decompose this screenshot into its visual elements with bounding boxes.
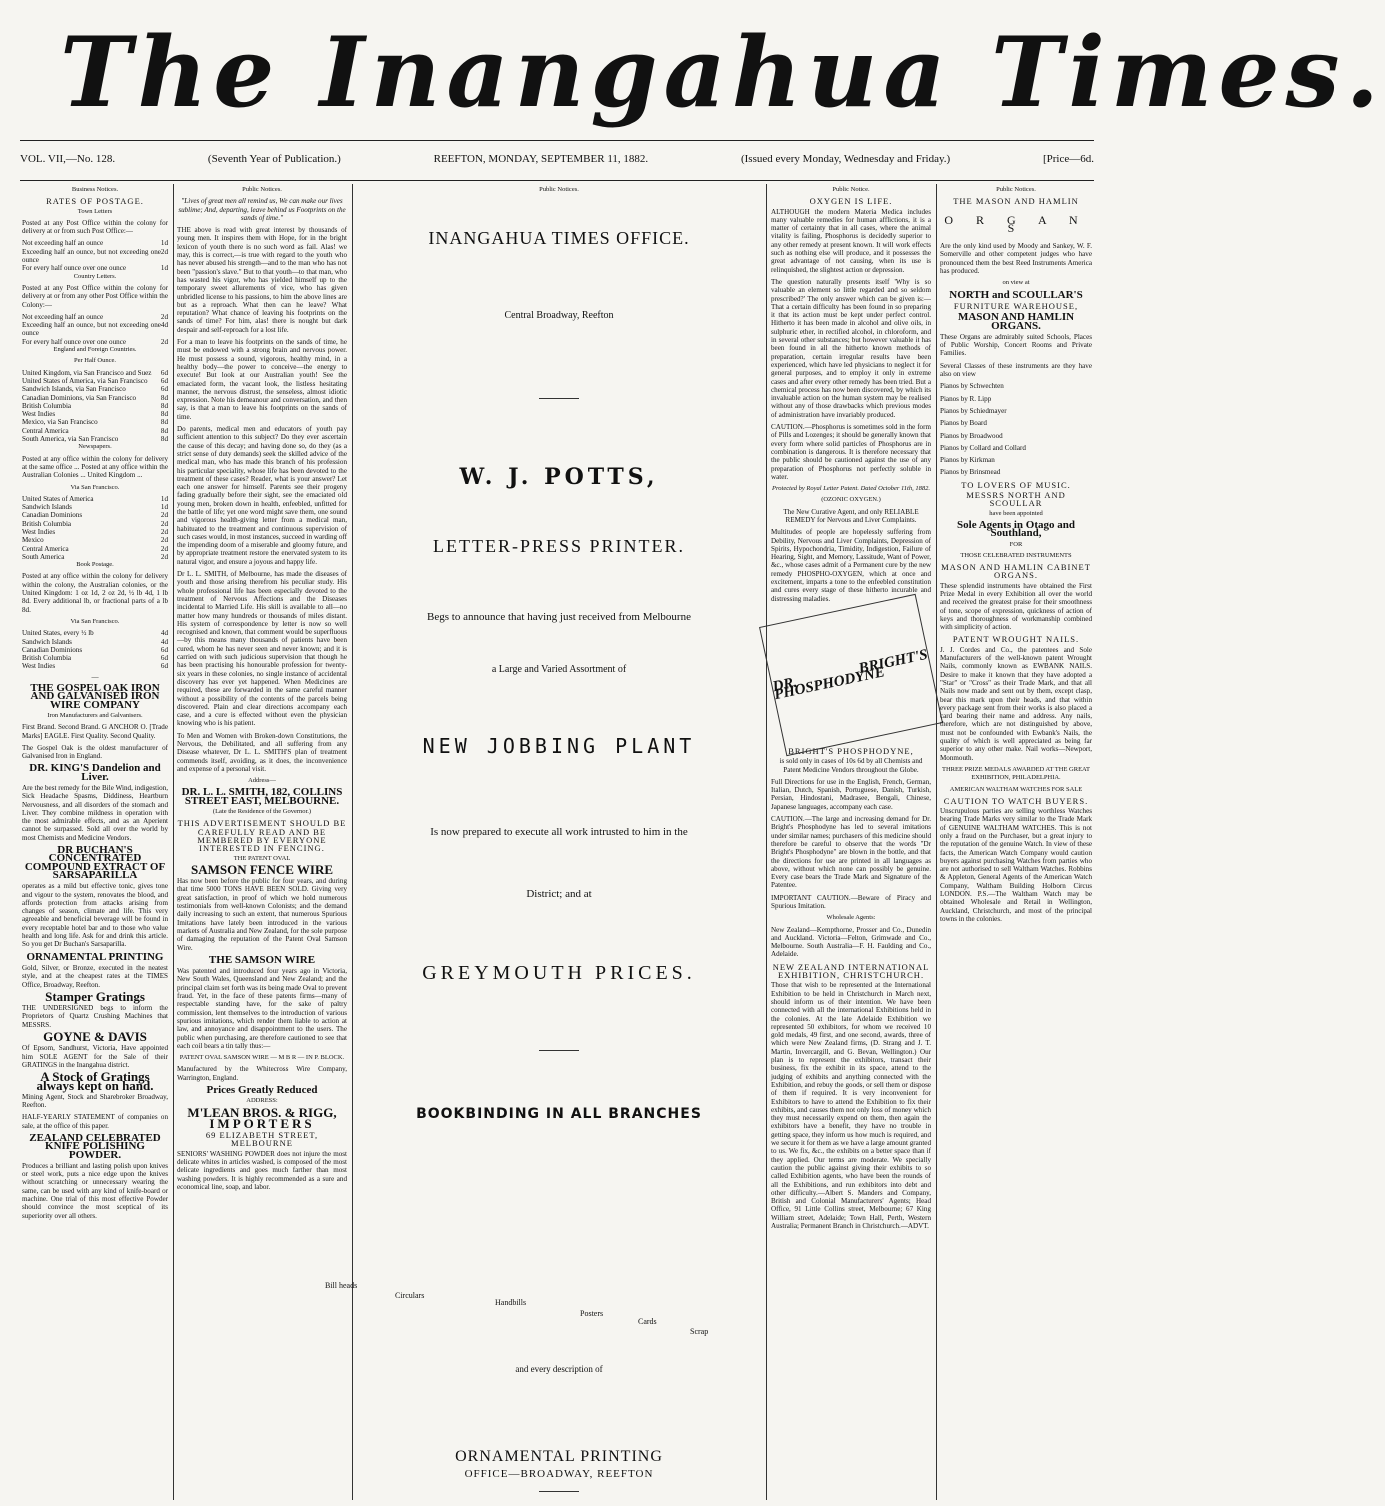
list-item: Pianos by Board	[940, 419, 987, 428]
prize-medals: THREE PRIZE MEDALS AWARDED AT THE GREAT EXHIBITION, PHILADELPHIA.	[941, 765, 1091, 782]
separator	[539, 1050, 579, 1051]
messrs-north: MESSRS NORTH AND SCOULLAR	[966, 490, 1066, 509]
protected-notice: Protected by Royal Letter Patent. Dated October 11th, 1882.	[772, 485, 930, 493]
prices-reduced: Prices Greatly Reduced	[206, 1083, 318, 1096]
every-description: and every description of	[515, 1364, 603, 1374]
postage-title: RATES OF POSTAGE.	[46, 196, 144, 207]
paragraph: Do parents, medical men and educators of youth pay sufficient attention to this subject? Do they ever ascertain the cause of this decay; and having done so, do they (as a strict sense of duty demands) seek the skilled advice of the medical man, who has made this branch of his profession his particular speciality, whose life has been devoted to the treatment of these cases? Reader, what is your answer? Let each one answer for himself. Parents see their progeny fading gradually before their sight, see the emaciated old young men, broken down in health, enfeebled, unfitted for the battle of life; yet one word might save them, one sound and vigorous health-giving letter from a medical man, habituated to the treatment and continuous supervision of such cases would, in most instances, succeed in warding off the impending doom of a miserable and gloomy future, and by appropriate treatment restore the enervated system to its natural vigor, and ensure a joyous and happy life.	[177, 425, 347, 566]
mason-hamlin-title: THE MASON AND HAMLIN	[953, 196, 1079, 207]
paragraph: To Men and Women with Broken-down Constitutions, the Nervous, the Debilitated, and all suffering from any Disease whatever, Dr L. L. SMITH'S plan of treatment commends itself, avoiding, as it does, the inconvenience and expense of a personal visit.	[177, 731, 347, 773]
masthead-rule	[20, 140, 1094, 141]
view-label: on view at	[1002, 279, 1030, 287]
rate-row: United Kingdom, via San Francisco and Suez 6d	[22, 368, 168, 377]
list-item: Pianos by Schiedmayer	[940, 406, 1007, 415]
column-business-notices	[22, 186, 168, 1498]
rate-row: United States, every ½ lb 4d	[22, 629, 168, 638]
ad-text: Gold, Silver, or Bronze, executed in the neatest style, and at the cheapest rates at the TIMES Office, Broadway, Reefton.	[22, 963, 168, 989]
paragraph: Several Classes of these instruments are they have also on view	[940, 361, 1092, 379]
column-divider	[936, 184, 937, 1500]
column-printing-office	[325, 186, 763, 1498]
column-header: Public Notices.	[242, 186, 282, 193]
tally-mark: PATENT OVAL SAMSON WIRE — M B R — IN P. BLOCK.	[179, 1054, 345, 1062]
rate-row: Sandwich Islands 4d	[22, 637, 168, 646]
appointed: have been appointed	[989, 509, 1043, 517]
office-location: OFFICE—BROADWAY, REEFTON	[464, 1468, 654, 1480]
furniture-warehouse: FURNITURE WAREHOUSE,	[953, 300, 1079, 311]
rates-list-foreign	[22, 369, 168, 444]
greymouth-prices: GREYMOUTH PRICES.	[422, 962, 696, 984]
ad-zealand-title: ZEALAND CELEBRATED KNIFE POLISHING POWDER.	[29, 1131, 161, 1161]
ad-text: Mining Agent, Stock and Sharebroker Broadway, Reefton.	[22, 1092, 168, 1110]
subheading: Town Letters	[77, 207, 113, 215]
paragraph: New Zealand—Kempthorne, Prosser and Co., Dunedin and Auckland. Victoria—Felton, Grimwade and Co., Melbourne. South Australia—F. H. Faulding and Co., Adelaide.	[771, 925, 931, 959]
brights-title: BRIGHT'S PHOSPHODYNE,	[788, 745, 914, 756]
ozonic-label: (OZONIC OXYGEN.)	[821, 496, 881, 504]
ad-advertisement-notice: THIS ADVERTISEMENT SHOULD BE CAREFULLY READ AND BE MEMBERED BY EVERYONE INTERESTED IN FENCING.	[177, 818, 347, 854]
ad-text: Of Epsom, Sandhurst, Victoria, Have appointed him SOLE AGENT for the Sale of their GRATINGS in the Inangahua district.	[22, 1044, 168, 1069]
rates-list-town	[22, 239, 168, 272]
ad-ornamental-title: ORNAMENTAL PRINTING	[26, 950, 164, 963]
subheading: England and Foreign Countries.	[53, 346, 137, 354]
paragraph: The New Curative Agent, and only RELIABLE REMEDY for Nervous and Liver Complaints.	[783, 507, 919, 524]
ad-text: SENIORS' WASHING POWDER does not injure the most delicate whites in articles washed, is composed of the most delicate ingredients and goes much farther than most washing powders. It is highly recommended as a sure and economical line, soap, and labor.	[177, 1149, 347, 1191]
address-label: ADDRESS:	[246, 1097, 278, 1105]
rate-row: Canadian Dominions 2d	[22, 511, 168, 520]
exhibition-title: NEW ZEALAND INTERNATIONAL EXHIBITION, CHRISTCHURCH.	[772, 961, 930, 981]
patent-nails-title: PATENT WROUGHT NAILS.	[952, 634, 1080, 645]
rate-row: Exceeding half an ounce, but not exceeding one ounce 2d	[22, 247, 168, 265]
ad-samson-title: SAMSON FENCE WIRE	[190, 861, 334, 877]
rate-row: Central America 2d	[22, 544, 168, 553]
column-divider	[173, 184, 174, 1500]
rate-row: British Columbia 2d	[22, 519, 168, 528]
prepared-statement: Is now prepared to execute all work intrusted to him in the	[430, 826, 688, 838]
printer-trade: LETTER-PRESS PRINTER.	[432, 536, 685, 556]
paragraph: IMPORTANT CAUTION.—Beware of Piracy and Spurious Imitation.	[771, 893, 931, 910]
subheading: Country Letters.	[73, 272, 117, 280]
ad-text: Are the best remedy for the Bile Wind, indigestion, Sick Headache Spasms, Diddiness, Heartburn Nervousness, and all disorders of the stomach and Liver. They combine mildness in operation with the most admirable effects, and as an Aperient cannot be surpassed. Sold all over the world by most Chemists and Medicine Vendors.	[22, 784, 168, 842]
paragraph: is sold only in cases of 10s 6d by all Chemists and Patent Medicine Vendors throughout the Globe.	[779, 757, 923, 774]
bookbinding: BOOKBINDING IN ALL BRANCHES	[416, 1106, 702, 1122]
ad-stamper-title: Stamper Gratings	[45, 988, 145, 1004]
item-scrap: Scrap	[690, 1327, 709, 1336]
rate-row: Mexico 2d	[22, 536, 168, 545]
ad-text: Manufactured by the Whitecross Wire Company, Warrington, England.	[177, 1065, 347, 1082]
place-date: REEFTON, MONDAY, SEPTEMBER 11, 1882.	[433, 153, 649, 165]
list-item: Pianos by Broadwood	[940, 431, 1003, 440]
ad-dr-king-title: DR. KING'S Dandelion and Liver.	[29, 762, 161, 783]
ad-text: Has now been before the public for four years, and during that time 5000 TONS HAVE BEEN SOLD. Giving very great satisfaction, in proof of which we hold numerous testimonials from well-known Colonists; and the demand daily increasing to such an extent, that numerous Spurious Imitations have lately been introduced in the various markets of Australia and New Zealand, for the sole purpose of damaging the reputation of the Patent Oval Samson Wire.	[177, 877, 347, 952]
assortment: a Large and Varied Assortment of	[491, 664, 627, 675]
paragraph: For a man to leave his footprints on the sands of time, he must be endowed with a strong brain and nervous power. He must possess a sound, vigorous, healthy mind, in a healthy body—the power to conceive—the energy to execute! But look at our Australian youth! See the emaciated form, the vacant look, the listless hesitating manner, the nervous distrust, the senseless, almost idiotic expression. Note his demeanour and conversation, and then say, is that a man to leave his footprints on the sands of time.	[177, 338, 347, 421]
paragraph: Dr L. L. SMITH, of Melbourne, has made the diseases of youth and those arising therefrom his peculiar study. His whole professional life has been especially devoted to the treatment of Nervous Affections and the Diseases incidental to Married Life. His skill is available to all—no matter how many hundreds or thousands of miles distant. His system of correspondence by letter is now so well recognised and known, that comment would be superfluous—by this means many thousands of patients have been cured, whom he has never seen and never known; and it is carried on with such judicious supervision that though he has been practising his honourable profession for twenty-six years in these colonies, no single instance of accidental discovery has ever yet happened. When Medicines are required, these are forwarded in the same careful manner without a possibility of the contents of the parcels being discovered. Plain and clear directions accompany each case, and a cure is effected without even the physician knowing who is his patient.	[177, 570, 347, 728]
separator	[539, 1491, 579, 1492]
paragraph: Unscrupulous parties are selling worthless Watches bearing Trade Marks very similar to the Trade Mark of GENUINE WALTHAM WATCHES. This is not only a fraud on the Purchaser, but a great injury to the reputation of the genuine Watch. In view of these facts, the American Watch Company would caution buyers against purchasing Watches from parties who are not authorised to sell Waltham Watches. Robbins & Appleton, General Agents of the American Watch Company, Waltham Building Holborn Circus LONDON. P.S.—The Waltham Watch may be obtained Wholesale and Retail in Wellington, Auckland, Christchurch, and most of the principal towns in the colonies.	[940, 807, 1092, 923]
rate-row: Not exceeding half an ounce 1d	[22, 239, 168, 248]
subheading: Newspapers.	[78, 443, 112, 451]
item-bill-heads: Bill heads	[325, 1281, 358, 1290]
ad-samson-wire: THE SAMSON WIRE	[208, 953, 316, 966]
those-celebrated: THOSE CELEBRATED INSTRUMENTS	[960, 551, 1072, 559]
paragraph: These splendid instruments have obtained the First Prize Medal in every Exhibition all over the world and received the greatest praise for their smoothness of tone, scope of expression, quickness of action of keys and thoroughness of workmanship combined with simplicity of action.	[940, 581, 1092, 632]
address-smith: DR. L. L. SMITH, 182, COLLINS STREET EAST, MELBOURNE.	[181, 786, 343, 807]
subheading: Per Half Ounce.	[73, 357, 117, 365]
phosphodyne-logo-image: DR. BRIGHT'S PHOSPHODYNE	[759, 594, 943, 756]
column-header: Business Notices.	[71, 186, 119, 193]
lovers-of-music: TO LOVERS OF MUSIC.	[961, 479, 1071, 490]
subheading: Via San Francisco.	[70, 483, 120, 491]
address-label: Address—	[248, 777, 276, 785]
paragraph: Posted at any Post Office within the colony for delivery at or from such Post Office:—	[22, 218, 168, 236]
masthead-title: The Inangahua Times.	[60, 16, 1385, 129]
item-handbills: Handbills	[495, 1298, 527, 1307]
sole-agents: Sole Agents in Otago and Southland,	[957, 518, 1075, 540]
verse: "Lives of great men all remind us, We can make our lives sublime; And, departing, leave behind us Footprints on the sands of time."	[178, 197, 346, 222]
paragraph: Are the only kind used by Moody and Sankey, W. F. Somerville and other competent judges who have pronounced them the best Reed Instruments America has produced.	[940, 242, 1092, 276]
column-public-notice-4	[771, 186, 931, 1498]
ornamental-printing: ORNAMENTAL PRINTING	[455, 1448, 663, 1465]
office-address: Central Broadway, Reefton	[504, 310, 614, 321]
rate-row: Not exceeding half an ounce 2d	[22, 312, 168, 321]
paragraph: CAUTION.—The large and increasing demand for Dr. Bright's Phosphodyne has led to several imitations under similar names; purchasers of this medicine should therefore be careful to observe that the words "Dr Bright's Phosphodyne" are blown in the bottle, and that the directions for use are printed in all languages as above, without which none can possibly be genuine. Every case bears the Trade Mark and Signature of the Patentee.	[771, 815, 931, 890]
organs-word: O R G A N S	[944, 212, 1088, 235]
rate-row: West Indies 6d	[22, 662, 168, 671]
paragraph: ALTHOUGH the modern Materia Medica includes many valuable remedies for human afflictions, it is a matter of certainty that in all cases, where the animal vitality is failing, Phosphorus is decidedly superior to any other remedy at present known. It will work effects such as nothing else will produce, and it possesses the great advantage of not causing, when its use is relinquished, the slightest action or depression.	[771, 207, 931, 274]
ad-text: HALF-YEARLY STATEMENT of companies on sale, at the office of this paper.	[22, 1113, 168, 1130]
list-item: Pianos by Brinsmead	[940, 468, 1001, 477]
importers: IMPORTERS	[209, 1115, 315, 1131]
column-divider	[352, 184, 353, 1500]
rate-row: Exceeding half an ounce, but not exceeding one ounce 4d	[22, 321, 168, 338]
ad-text: THE UNDERSIGNED begs to inform the Proprietors of Quartz Crushing Machines that MESSRS.	[22, 1004, 168, 1029]
announcement: Begs to announce that having just received from Melbourne	[427, 611, 691, 623]
column-header: Public Notice.	[832, 186, 870, 193]
jobbing-plant: NEW JOBBING PLANT	[422, 734, 696, 758]
rate-row: Canadian Dominions 6d	[22, 645, 168, 654]
rate-row: West Indies 2d	[22, 527, 168, 536]
rates-list-newspapers	[22, 495, 168, 561]
column-header: Public Notices.	[996, 186, 1036, 193]
pianos-list	[940, 382, 1092, 476]
ad-stock-title: A Stock of Gratings always kept on hand.	[36, 1069, 154, 1093]
rate-row: United States of America 1d	[22, 494, 168, 503]
for-label: FOR	[1009, 540, 1023, 548]
paragraph: Full Directions for use in the English, French, German, Italian, Dutch, Spanish, Portuguese, Danish, Turkish, Persian, Hindostani, Madrasee, Bengali, Chinese, Japanese languages, accompany each case.	[771, 777, 931, 811]
rate-row: South America, via San Francisco 8d	[22, 435, 168, 444]
column-public-notices-5	[940, 186, 1092, 1498]
list-item: Pianos by Collard and Collard	[940, 443, 1026, 452]
separator	[539, 398, 579, 399]
rate-row: British Columbia 6d	[22, 654, 168, 663]
office-title: INANGAHUA TIMES OFFICE.	[428, 228, 690, 248]
rate-row: For every half ounce over one ounce 2d	[22, 337, 168, 346]
ad-text: operates as a mild but effective tonic, gives tone and vigour to the system, renovates the blood, and affords protection from attacks arising from changes of season, climate and life. This very agreeable and beneficial beverage will be found in every receptable hotel bar and to those who value health and long life. Ask for and drink this article. So you get Dr Buchan's Sarsaparilla.	[22, 882, 168, 949]
price: [Price—6d.	[1042, 153, 1094, 165]
rate-row: British Columbia 8d	[22, 401, 168, 410]
wholesale-label: Wholesale Agents:	[826, 914, 876, 922]
ad-text: Was patented and introduced four years ago in Victoria, New South Wales, Queensland and New Zealand; and the principal claim set forth was its being made Oval to prevent fraud. Yet, in the face of these patents firms—many of respectable standing have, for the sake of paltry commission, lent themselves to the introduction of various spurious imitations, which render them liable to action at law, and annoyance and disappointment to the users. The public when purchasing, are therefore cautioned to see that each coil bears a tin tally thus:—	[177, 967, 347, 1050]
ad-text: Produces a brilliant and lasting polish upon knives or steel work, puts a nice edge upon the knives without scratching or unnecessary wearing the same, can be used with any kind of knife-board or machine. One trial of this most effective Powder should convince the most sceptical of its superiority over all others.	[22, 1161, 168, 1220]
paragraph: Posted at any Post Office within the colony for delivery at or from any other Post Office within the Colony:—	[22, 283, 168, 309]
ad-text: The Gospel Oak is the oldest manufacturer of Galvanised Iron in England.	[22, 743, 168, 761]
list-item: Pianos by Schwechten	[940, 382, 1004, 391]
subheading: Via San Francisco.	[70, 617, 120, 625]
rate-row: Mexico, via San Francisco 8d	[22, 418, 168, 427]
waltham-title: AMERICAN WALTHAM WATCHES FOR SALE	[949, 785, 1083, 793]
printer-name: W. J. POTTS,	[459, 464, 659, 490]
address-note: (Late the Residence of the Governor.)	[212, 808, 312, 816]
separator: —	[91, 672, 99, 681]
column-divider	[766, 184, 767, 1500]
rate-row: Sandwich Islands, via San Francisco 6d	[22, 385, 168, 394]
ad-text: First Brand. Second Brand. G ANCHOR O. [Trade Marks] EAGLE. First Quality. Second Quality.	[22, 723, 168, 740]
rate-row: United States of America, via San Francisco 6d	[22, 376, 168, 385]
rates-list-books	[22, 629, 168, 670]
ad-gospel-oak-title: THE GOSPEL OAK IRON AND GALVANISED IRON WIRE COMPANY	[30, 682, 160, 711]
item-cards: Cards	[638, 1317, 657, 1326]
rate-row: Sandwich Islands 1d	[22, 503, 168, 512]
ad-mlean-bros: M'LEAN BROS. & RIGG,	[187, 1104, 337, 1120]
subheading: Book Postage.	[76, 561, 114, 569]
ad-goyne-davis: GOYNE & DAVIS	[43, 1029, 147, 1045]
item-circulars: Circulars	[395, 1291, 425, 1300]
ad-subtitle: THE PATENT OVAL	[233, 854, 291, 862]
mlean-address: 69 ELIZABETH STREET, MELBOURNE	[205, 1130, 319, 1149]
north-scoullar: NORTH and SCOULLAR'S	[949, 288, 1083, 301]
dateline	[20, 150, 1094, 168]
oxygen-title: OXYGEN IS LIFE.	[809, 196, 893, 207]
item-posters: Posters	[580, 1309, 604, 1318]
ad-dr-buchan-title: DR BUCHAN'S CONCENTRATED COMPOUND EXTRACT OF SARSAPARILLA	[24, 844, 166, 881]
publication-year: (Seventh Year of Publication.)	[207, 153, 341, 165]
dateline-rule	[20, 180, 1094, 181]
paragraph: J. J. Cordes and Co., the patentees and Sole Manufacturers of the well-known patent Wrought Nails, commonly known as EWBANK NAILS. Desire to make it known that they have adopted a "Star" or "Cross" as their Trade Mark, and that all Nails now made and sent out by them, except clasp, bear this mark upon their heads, and that within every package sent from their works is also placed a card bearing their name and address. Any nails, therefore, which are not distinguished by above, must not be confounded with Ewbank's Nails, the quality of which is well appreciated as being far superior to any other make. Nail works—Newport, Monmouth.	[940, 645, 1092, 762]
paragraph: Those that wish to be represented at the International Exhibition to be held in Christchurch in March next, should inform us of their intention. We have been connected with all the international Exhibitions held in the colonies. At the late Adelaide Exhibition we represented 50 exhibitors, for whom we received 10 gold medals, 49 first, and one second, awards, three of which were New Zealand firms, (D. Strang and J. T. Martin, Invercargill, and G. Bevan, Wellington.) Our plan is to represent the exhibitors, transact their business, fix the exhibit in its space, attend to the judging of exhibits and anything connected with the Exhibition, and rebuy the goods, or sell them or dispose of them if required. It is very inconvenient for Exhibitors to have to attend the Exhibition to fix their exhibits, and causes them not only loss of money which they must necessarily expend on them, then again the exhibitors have a benefit, they have no trouble in getting space, they inform us how much is required, and we secure it for them as we have a large amount granted to us. We fix, &c., the exhibits on a better space than if they applied. Our terms are moderate. We specially caution the public against giving their exhibits to so called Exhibition agents, who have been the rounds of all the Exhibitions, and run exhibitors into debt and other difficulty.—Albert S. Manders and Company, British and Colonial Manufacturers' Agents; Head Office, 91 Little Collins street, Melbourne; 67 King William street, Adelaide; Town Hall, Perth, Western Australia; Permanent Branch in Christchurch.—ADVT.	[771, 981, 931, 1230]
paragraph: The question naturally presents itself 'Why is so valuable an element so little regarded and so seldom prescribed?' The only answer which can be given is:—That a certain difficulty has been found in so preparing it that its action must be kept under perfect control. Hitherto it has been made in alcohol and olive oils, in sulphuric ether, in rectified alcohol, in chloroform, and in several other substances; but however valuable it has been found in all the hitherto known methods of preparation, certain irregular results have been experienced, which have led physicians to neglect it for general purposes, and to employ it only in extreme cases and after every other remedy has been tried. But a chemical process has now been discovered, by which its invaluable action on the human system may be realised without any of those drawbacks which previous modes of administration have invariably produced.	[771, 277, 931, 419]
rate-row: South America 2d	[22, 552, 168, 561]
paragraph: THE above is read with great interest by thousands of young men. It inspires them with Hope, for in the bright lexicon of youth there is no such word as fail. Alas! we may, this is correct,—is true with regard to the youth who has never abused his strength—and to the man who has not been "passion's slave." But to that youth—to that man, who has wasted his vigor, who has yielded himself up to the temporary sweet allurements of vice, who has given unbridled license to his passions, to him the above lines are but as a reproach. What then can he leave? What reputation? What chance of leaving his footprints on the sands of time? For him, alas! there is nought but dark despair and self-reproach for a lost life.	[177, 226, 347, 334]
list-item: Pianos by Kirkman	[940, 456, 995, 465]
rate-row: West Indies 8d	[22, 410, 168, 419]
paragraph: Posted at any office within the colony for delivery at the same office ... Posted at any office within the Australian Colonies ... United Kingdom ...	[22, 454, 168, 480]
paragraph: Multitudes of people are hopelessly suffering from Debility, Nervous and Liver Complaints, Depression of Spirits, Hypochondria, Timidity, Indigestion, Failure of Hearing, Sight, and Memory, Lassitude, Want of Power, &c., whose cases admit of a Permanent cure by the new remedy PHOSPHO-OXYGEN, which at once and excitement, imparts a tone to the enfeebled constitution and cures every stage of these hitherto incurable and distressing maladies.	[771, 528, 931, 603]
rate-row: For every half ounce over one ounce 1d	[22, 264, 168, 273]
rate-row: Canadian Dominions, via San Francisco 8d	[22, 393, 168, 402]
issue-days: (Issued every Monday, Wednesday and Friday.)	[740, 153, 951, 165]
rates-list-country	[22, 313, 168, 346]
list-item: Pianos by R. Lipp	[940, 394, 992, 403]
ad-subtitle: Iron Manufacturers and Galvanisers.	[47, 711, 143, 719]
paragraph: CAUTION.—Phosphorus is sometimes sold in the form of Pills and Lozenges; it should be generally known that every form where solid particles of Phosphorus are in combination is dangerous. It is therefore necessary that the public should be cautioned against the use of any preparation of Phosphorus not perfectly soluble in water.	[771, 423, 931, 481]
rate-row: Central America 8d	[22, 426, 168, 435]
column-header: Public Notices.	[539, 186, 579, 193]
column-public-notices-2	[177, 186, 347, 1498]
mason-hamlin-organs: MASON AND HAMLIN ORGANS.	[957, 311, 1075, 332]
paragraph: Posted at any office within the colony for delivery within the colony, the Australian colonies, or the United Kingdom: 1 oz 1d, 2 oz 2d, ½ lb 4d, 1 lb 8d. Every additional lb, or fractional parts of a lb 8d.	[22, 572, 168, 614]
mason-hamlin-cabinet: MASON AND HAMLIN CABINET ORGANS.	[941, 562, 1091, 581]
caution-watch-buyers: CAUTION TO WATCH BUYERS.	[943, 795, 1089, 806]
volume-number: VOL. VII,—No. 128.	[20, 153, 116, 165]
district-line: District; and at	[526, 888, 592, 900]
paragraph: These Organs are admirably suited Schools, Places of Public Worship, Concert Rooms and Private Families.	[940, 332, 1092, 358]
